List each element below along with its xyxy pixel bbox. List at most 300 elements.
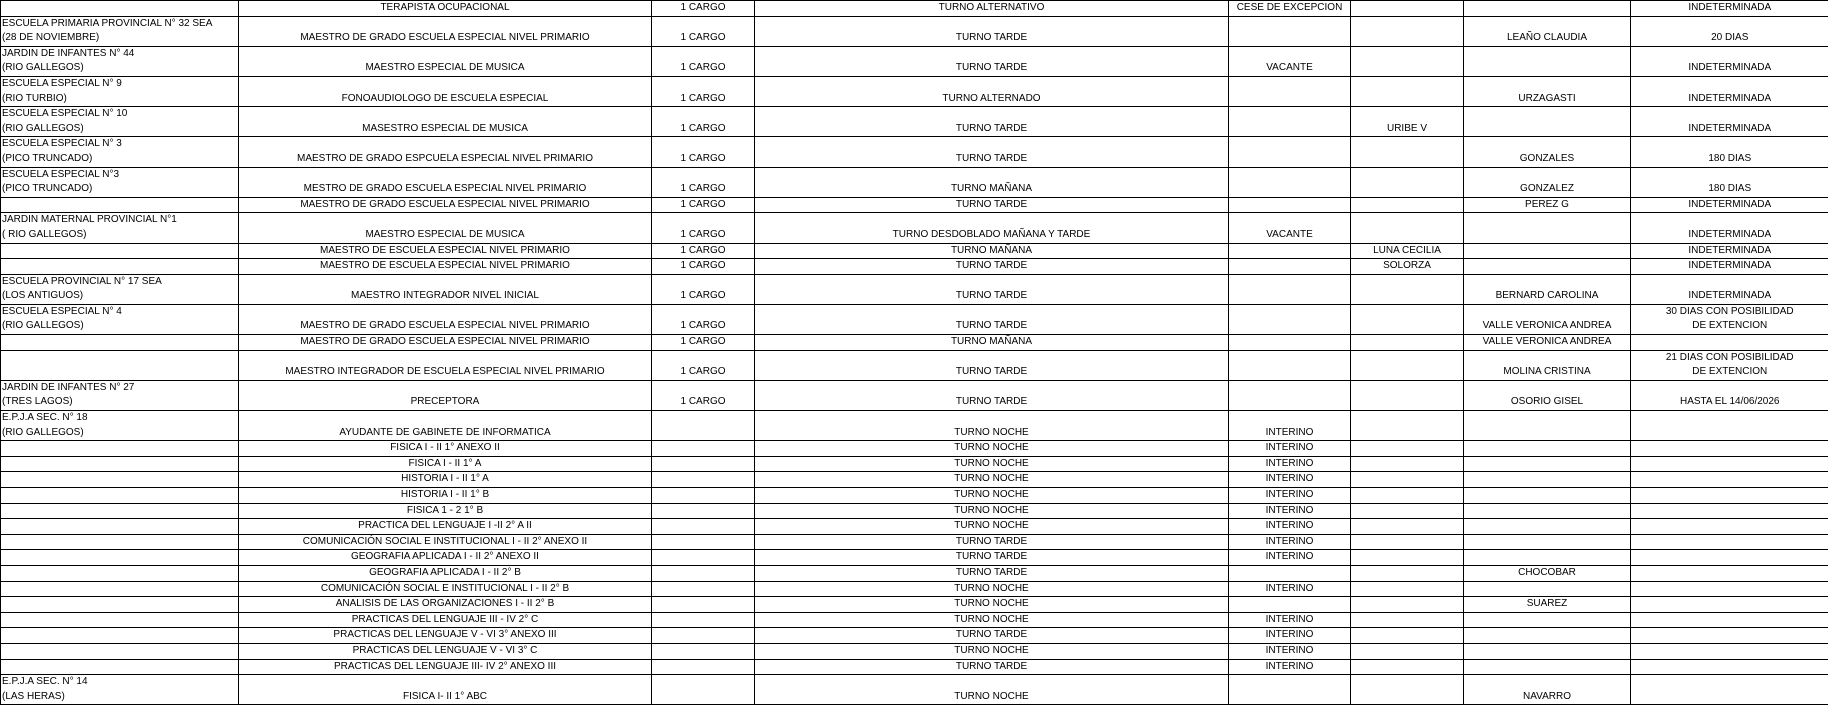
duracion-cell: [1631, 16, 1828, 46]
titular-cell: [1464, 1, 1631, 17]
titular-cell: VALLE VERONICA ANDREA: [1464, 335, 1631, 351]
situacion-cell: INTERINO: [1229, 534, 1351, 550]
table-row: [1, 534, 1828, 550]
situacion-cell: INTERINO: [1229, 628, 1351, 644]
table-row: [1, 628, 1828, 644]
duracion-cell: [1631, 456, 1828, 472]
position-cell: FISICA I - II 1° A: [239, 456, 652, 472]
school-cell: [1, 565, 239, 581]
cargo-cell: [652, 659, 755, 675]
cargo-cell: [652, 503, 755, 519]
duracion-line: INDETERMINADA: [1633, 1, 1827, 16]
titular-cell: URZAGASTI: [1464, 76, 1631, 106]
situacion-cell: VACANTE: [1229, 46, 1351, 76]
titular-cell: [1464, 612, 1631, 628]
school-line: JARDIN DE INFANTES N° 27: [2, 381, 236, 396]
position-cell: ANALISIS DE LAS ORGANIZACIONES I - II 2° B: [239, 597, 652, 613]
titular-cell: [1464, 488, 1631, 504]
suplente-cell: [1351, 411, 1464, 441]
cargo-cell: [652, 565, 755, 581]
suplente-cell: [1351, 1, 1464, 17]
duracion-cell: [1631, 46, 1828, 76]
school-cell: [1, 259, 239, 275]
school-line: JARDIN MATERNAL PROVINCIAL N°1: [2, 213, 236, 228]
school-cell: [1, 411, 239, 441]
position-cell: PRECEPTORA: [239, 380, 652, 410]
school-cell: [1, 243, 239, 259]
situacion-cell: INTERINO: [1229, 519, 1351, 535]
turno-cell: TURNO TARDE: [755, 197, 1229, 213]
suplente-cell: [1351, 503, 1464, 519]
turno-cell: TURNO TARDE: [755, 380, 1229, 410]
titular-cell: NAVARRO: [1464, 675, 1631, 705]
school-cell: [1, 335, 239, 351]
school-cell: [1, 16, 239, 46]
duracion-cell: [1631, 259, 1828, 275]
titular-cell: [1464, 519, 1631, 535]
position-cell: MAESTRO ESPECIAL DE MUSICA: [239, 213, 652, 243]
turno-cell: TURNO NOCHE: [755, 503, 1229, 519]
duracion-line: INDETERMINADA: [1633, 92, 1827, 107]
position-cell: MAESTRO ESPECIAL DE MUSICA: [239, 46, 652, 76]
position-cell: MASESTRO ESPECIAL DE MUSICA: [239, 107, 652, 137]
titular-cell: VALLE VERONICA ANDREA: [1464, 304, 1631, 334]
table-row: [1, 565, 1828, 581]
duracion-cell: [1631, 565, 1828, 581]
cargo-cell: 1 CARGO: [652, 16, 755, 46]
cargo-cell: [652, 456, 755, 472]
duracion-cell: [1631, 350, 1828, 380]
suplente-cell: [1351, 534, 1464, 550]
duracion-line: INDETERMINADA: [1633, 61, 1827, 76]
school-cell: [1, 519, 239, 535]
suplente-cell: URIBE V: [1351, 107, 1464, 137]
titular-cell: [1464, 46, 1631, 76]
duracion-cell: [1631, 519, 1828, 535]
situacion-cell: [1229, 167, 1351, 197]
turno-cell: TURNO TARDE: [755, 107, 1229, 137]
situacion-cell: [1229, 304, 1351, 334]
cargo-cell: 1 CARGO: [652, 76, 755, 106]
position-cell: MAESTRO DE ESCUELA ESPECIAL NIVEL PRIMARIO: [239, 259, 652, 275]
suplente-cell: [1351, 16, 1464, 46]
situacion-cell: [1229, 243, 1351, 259]
school-cell: [1, 628, 239, 644]
situacion-cell: INTERINO: [1229, 643, 1351, 659]
duracion-cell: [1631, 643, 1828, 659]
turno-cell: TURNO NOCHE: [755, 643, 1229, 659]
table-row: [1, 503, 1828, 519]
duracion-line: INDETERMINADA: [1633, 122, 1827, 137]
cargo-cell: [652, 597, 755, 613]
position-cell: MAESTRO INTEGRADOR NIVEL INICIAL: [239, 274, 652, 304]
table-row: [1, 197, 1828, 213]
suplente-cell: [1351, 597, 1464, 613]
situacion-cell: INTERINO: [1229, 472, 1351, 488]
school-cell: [1, 46, 239, 76]
turno-cell: TURNO TARDE: [755, 46, 1229, 76]
turno-cell: TURNO TARDE: [755, 274, 1229, 304]
titular-cell: OSORIO GISEL: [1464, 380, 1631, 410]
cargo-cell: 1 CARGO: [652, 167, 755, 197]
suplente-cell: [1351, 350, 1464, 380]
titular-cell: [1464, 411, 1631, 441]
cargo-cell: 1 CARGO: [652, 213, 755, 243]
titular-cell: [1464, 581, 1631, 597]
suplente-cell: [1351, 167, 1464, 197]
suplente-cell: [1351, 565, 1464, 581]
table-row: [1, 519, 1828, 535]
situacion-cell: CESE DE EXCEPCION: [1229, 1, 1351, 17]
turno-cell: TURNO TARDE: [755, 565, 1229, 581]
duracion-cell: [1631, 197, 1828, 213]
duracion-line: 180 DIAS: [1633, 152, 1827, 167]
duracion-cell: [1631, 628, 1828, 644]
suplente-cell: [1351, 488, 1464, 504]
school-cell: [1, 380, 239, 410]
situacion-cell: INTERINO: [1229, 503, 1351, 519]
situacion-cell: [1229, 380, 1351, 410]
school-cell: [1, 167, 239, 197]
turno-cell: TURNO TARDE: [755, 137, 1229, 167]
duracion-cell: [1631, 597, 1828, 613]
school-cell: [1, 304, 239, 334]
duracion-cell: [1631, 243, 1828, 259]
situacion-cell: INTERINO: [1229, 456, 1351, 472]
school-cell: [1, 76, 239, 106]
turno-cell: TURNO TARDE: [755, 16, 1229, 46]
table-row: [1, 612, 1828, 628]
school-cell: [1, 1, 239, 17]
school-line: (RIO GALLEGOS): [2, 319, 236, 334]
school-cell: [1, 581, 239, 597]
table-row: [1, 167, 1828, 197]
situacion-cell: [1229, 137, 1351, 167]
school-line: (RIO GALLEGOS): [2, 122, 236, 137]
turno-cell: TURNO NOCHE: [755, 675, 1229, 705]
turno-cell: TURNO NOCHE: [755, 597, 1229, 613]
cargo-cell: [652, 628, 755, 644]
duracion-cell: [1631, 612, 1828, 628]
table-row: [1, 659, 1828, 675]
table-row: [1, 213, 1828, 243]
suplente-cell: [1351, 46, 1464, 76]
duracion-cell: [1631, 380, 1828, 410]
position-cell: PRACTICA DEL LENGUAJE I -II 2° A II: [239, 519, 652, 535]
position-cell: MAESTRO DE GRADO ESCUELA ESPECIAL NIVEL PRIMARIO: [239, 16, 652, 46]
duracion-line: INDETERMINADA: [1633, 228, 1827, 243]
turno-cell: TURNO NOCHE: [755, 612, 1229, 628]
cargo-cell: [652, 472, 755, 488]
table-row: [1, 441, 1828, 457]
situacion-cell: [1229, 565, 1351, 581]
titular-cell: [1464, 441, 1631, 457]
titular-cell: SUAREZ: [1464, 597, 1631, 613]
cargo-cell: 1 CARGO: [652, 274, 755, 304]
school-cell: [1, 441, 239, 457]
school-line: (LOS ANTIGUOS): [2, 289, 236, 304]
titular-cell: PEREZ G: [1464, 197, 1631, 213]
duracion-line: 20 DIAS: [1633, 31, 1827, 46]
position-cell: GEOGRAFIA APLICADA I - II 2° ANEXO II: [239, 550, 652, 566]
cargo-cell: 1 CARGO: [652, 380, 755, 410]
duracion-cell: [1631, 411, 1828, 441]
turno-cell: TURNO MAÑANA: [755, 243, 1229, 259]
school-line: (RIO GALLEGOS): [2, 61, 236, 76]
titular-cell: GONZALES: [1464, 137, 1631, 167]
position-cell: AYUDANTE DE GABINETE DE INFORMATICA: [239, 411, 652, 441]
school-cell: [1, 213, 239, 243]
cargo-cell: [652, 488, 755, 504]
school-line: ESCUELA PRIMARIA PROVINCIAL N° 32 SEA: [2, 17, 236, 32]
titular-cell: BERNARD CAROLINA: [1464, 274, 1631, 304]
school-cell: [1, 456, 239, 472]
duracion-cell: [1631, 472, 1828, 488]
school-line: ESCUELA ESPECIAL N° 10: [2, 107, 236, 122]
titular-cell: [1464, 659, 1631, 675]
duracion-line: DE EXTENCION: [1633, 319, 1827, 334]
position-cell: GEOGRAFIA APLICADA I - II 2° B: [239, 565, 652, 581]
suplente-cell: [1351, 581, 1464, 597]
cargo-cell: 1 CARGO: [652, 304, 755, 334]
school-cell: [1, 612, 239, 628]
duracion-line: HASTA EL 14/06/2026: [1633, 395, 1827, 410]
table-row: [1, 137, 1828, 167]
school-cell: [1, 643, 239, 659]
situacion-cell: INTERINO: [1229, 441, 1351, 457]
table-row: [1, 107, 1828, 137]
position-cell: MAESTRO DE GRADO ESCUELA ESPECIAL NIVEL PRIMARIO: [239, 197, 652, 213]
suplente-cell: [1351, 612, 1464, 628]
school-line: ESCUELA PROVINCIAL N° 17 SEA: [2, 275, 236, 290]
duracion-line: 30 DIAS CON POSIBILIDAD: [1633, 305, 1827, 320]
suplente-cell: [1351, 472, 1464, 488]
school-line: ESCUELA ESPECIAL N° 9: [2, 77, 236, 92]
table-row: [1, 488, 1828, 504]
cargo-cell: 1 CARGO: [652, 197, 755, 213]
titular-cell: [1464, 456, 1631, 472]
situacion-cell: [1229, 197, 1351, 213]
position-cell: MAESTRO DE GRADO ESCUELA ESPECIAL NIVEL PRIMARIO: [239, 304, 652, 334]
suplente-cell: LUNA CECILIA: [1351, 243, 1464, 259]
situacion-cell: INTERINO: [1229, 612, 1351, 628]
position-cell: COMUNICACIÓN SOCIAL E INSTITUCIONAL I - II 2° B: [239, 581, 652, 597]
turno-cell: TURNO NOCHE: [755, 472, 1229, 488]
duracion-cell: [1631, 488, 1828, 504]
duracion-line: INDETERMINADA: [1633, 244, 1827, 259]
school-cell: [1, 197, 239, 213]
turno-cell: TURNO NOCHE: [755, 411, 1229, 441]
duracion-line: INDETERMINADA: [1633, 259, 1827, 274]
situacion-cell: INTERINO: [1229, 411, 1351, 441]
situacion-cell: [1229, 335, 1351, 351]
position-cell: TERAPISTA OCUPACIONAL: [239, 1, 652, 17]
turno-cell: TURNO NOCHE: [755, 488, 1229, 504]
school-line: (RIO TURBIO): [2, 92, 236, 107]
turno-cell: TURNO DESDOBLADO MAÑANA Y TARDE: [755, 213, 1229, 243]
school-cell: [1, 274, 239, 304]
titular-cell: GONZALEZ: [1464, 167, 1631, 197]
table-row: [1, 76, 1828, 106]
titular-cell: [1464, 503, 1631, 519]
school-line: E.P.J.A SEC. N° 14: [2, 675, 236, 690]
turno-cell: TURNO TARDE: [755, 659, 1229, 675]
titular-cell: [1464, 472, 1631, 488]
suplente-cell: SOLORZA: [1351, 259, 1464, 275]
school-cell: [1, 550, 239, 566]
turno-cell: TURNO TARDE: [755, 534, 1229, 550]
suplente-cell: [1351, 659, 1464, 675]
position-cell: FISICA I - II 1° ANEXO II: [239, 441, 652, 457]
cargo-cell: 1 CARGO: [652, 1, 755, 17]
school-cell: [1, 107, 239, 137]
turno-cell: TURNO ALTERNADO: [755, 76, 1229, 106]
school-line: E.P.J.A SEC. N° 18: [2, 411, 236, 426]
school-cell: [1, 503, 239, 519]
turno-cell: TURNO NOCHE: [755, 441, 1229, 457]
suplente-cell: [1351, 304, 1464, 334]
situacion-cell: INTERINO: [1229, 488, 1351, 504]
suplente-cell: [1351, 274, 1464, 304]
situacion-cell: VACANTE: [1229, 213, 1351, 243]
duracion-cell: [1631, 213, 1828, 243]
school-line: (RIO GALLEGOS): [2, 426, 236, 441]
school-line: ESCUELA ESPECIAL N° 3: [2, 137, 236, 152]
titular-cell: MOLINA CRISTINA: [1464, 350, 1631, 380]
table-row: [1, 550, 1828, 566]
table-row: [1, 380, 1828, 410]
duracion-line: DE EXTENCION: [1633, 365, 1827, 380]
table-row: [1, 274, 1828, 304]
position-cell: PRACTICAS DEL LENGUAJE V - VI 3° ANEXO III: [239, 628, 652, 644]
table-row: [1, 1, 1828, 17]
situacion-cell: [1229, 597, 1351, 613]
titular-cell: [1464, 550, 1631, 566]
duracion-cell: [1631, 659, 1828, 675]
situacion-cell: [1229, 107, 1351, 137]
position-cell: MAESTRO INTEGRADOR DE ESCUELA ESPECIAL NIVEL PRIMARIO: [239, 350, 652, 380]
position-cell: PRACTICAS DEL LENGUAJE III- IV 2° ANEXO III: [239, 659, 652, 675]
duracion-cell: [1631, 167, 1828, 197]
suplente-cell: [1351, 456, 1464, 472]
school-cell: [1, 488, 239, 504]
duracion-cell: [1631, 76, 1828, 106]
duracion-cell: [1631, 550, 1828, 566]
cargo-cell: 1 CARGO: [652, 259, 755, 275]
duracion-cell: [1631, 274, 1828, 304]
titular-cell: CHOCOBAR: [1464, 565, 1631, 581]
school-cell: [1, 597, 239, 613]
situacion-cell: INTERINO: [1229, 659, 1351, 675]
duracion-cell: [1631, 441, 1828, 457]
duracion-cell: [1631, 107, 1828, 137]
position-cell: MAESTRO DE GRADO ESCUELA ESPECIAL NIVEL PRIMARIO: [239, 335, 652, 351]
titular-cell: [1464, 107, 1631, 137]
table-body: [1, 1, 1828, 705]
duracion-cell: [1631, 503, 1828, 519]
turno-cell: TURNO NOCHE: [755, 519, 1229, 535]
situacion-cell: [1229, 350, 1351, 380]
cargo-cell: 1 CARGO: [652, 107, 755, 137]
school-line: JARDIN DE INFANTES N° 44: [2, 47, 236, 62]
table-row: [1, 304, 1828, 334]
duracion-cell: [1631, 581, 1828, 597]
cargo-cell: [652, 441, 755, 457]
table-row: [1, 16, 1828, 46]
cargo-cell: [652, 534, 755, 550]
position-cell: PRACTICAS DEL LENGUAJE III - IV 2° C: [239, 612, 652, 628]
school-line: (28 DE NOVIEMBRE): [2, 31, 236, 46]
turno-cell: TURNO TARDE: [755, 259, 1229, 275]
turno-cell: TURNO MAÑANA: [755, 335, 1229, 351]
suplente-cell: [1351, 137, 1464, 167]
table-row: [1, 46, 1828, 76]
cargo-cell: 1 CARGO: [652, 350, 755, 380]
suplente-cell: [1351, 441, 1464, 457]
school-cell: [1, 472, 239, 488]
titular-cell: [1464, 628, 1631, 644]
suplente-cell: [1351, 643, 1464, 659]
table-row: [1, 411, 1828, 441]
school-line: (LAS HERAS): [2, 690, 236, 705]
duracion-line: 21 DIAS CON POSIBILIDAD: [1633, 351, 1827, 366]
turno-cell: TURNO TARDE: [755, 304, 1229, 334]
situacion-cell: INTERINO: [1229, 581, 1351, 597]
table-row: [1, 581, 1828, 597]
turno-cell: TURNO TARDE: [755, 550, 1229, 566]
duracion-cell: [1631, 304, 1828, 334]
suplente-cell: [1351, 335, 1464, 351]
duracion-cell: [1631, 534, 1828, 550]
school-cell: [1, 350, 239, 380]
position-cell: FISICA 1 - 2 1° B: [239, 503, 652, 519]
cargo-cell: 1 CARGO: [652, 137, 755, 167]
titular-cell: [1464, 243, 1631, 259]
table-row: [1, 643, 1828, 659]
duracion-line: 180 DIAS: [1633, 182, 1827, 197]
school-line: ESCUELA ESPECIAL N° 4: [2, 305, 236, 320]
titular-cell: [1464, 259, 1631, 275]
suplente-cell: [1351, 550, 1464, 566]
table-row: [1, 472, 1828, 488]
suplente-cell: [1351, 380, 1464, 410]
school-cell: [1, 534, 239, 550]
turno-cell: TURNO MAÑANA: [755, 167, 1229, 197]
suplente-cell: [1351, 213, 1464, 243]
cargo-cell: 1 CARGO: [652, 335, 755, 351]
school-line: ESCUELA ESPECIAL N°3: [2, 168, 236, 183]
position-cell: COMUNICACIÓN SOCIAL E INSTITUCIONAL I - II 2° ANEXO II: [239, 534, 652, 550]
suplente-cell: [1351, 76, 1464, 106]
cargo-cell: [652, 411, 755, 441]
position-cell: MAESTRO DE GRADO ESPCUELA ESPECIAL NIVEL PRIMARIO: [239, 137, 652, 167]
table-row: [1, 350, 1828, 380]
table-row: [1, 259, 1828, 275]
school-line: ( RIO GALLEGOS): [2, 228, 236, 243]
position-cell: HISTORIA I - II 1° B: [239, 488, 652, 504]
situacion-cell: [1229, 274, 1351, 304]
turno-cell: TURNO NOCHE: [755, 581, 1229, 597]
cargo-cell: 1 CARGO: [652, 46, 755, 76]
position-cell: MESTRO DE GRADO ESCUELA ESPECIAL NIVEL PRIMARIO: [239, 167, 652, 197]
suplente-cell: [1351, 519, 1464, 535]
table-row: [1, 597, 1828, 613]
titular-cell: LEAÑO CLAUDIA: [1464, 16, 1631, 46]
cargo-cell: [652, 643, 755, 659]
school-line: (PICO TRUNCADO): [2, 182, 236, 197]
titular-cell: [1464, 213, 1631, 243]
turno-cell: TURNO TARDE: [755, 350, 1229, 380]
